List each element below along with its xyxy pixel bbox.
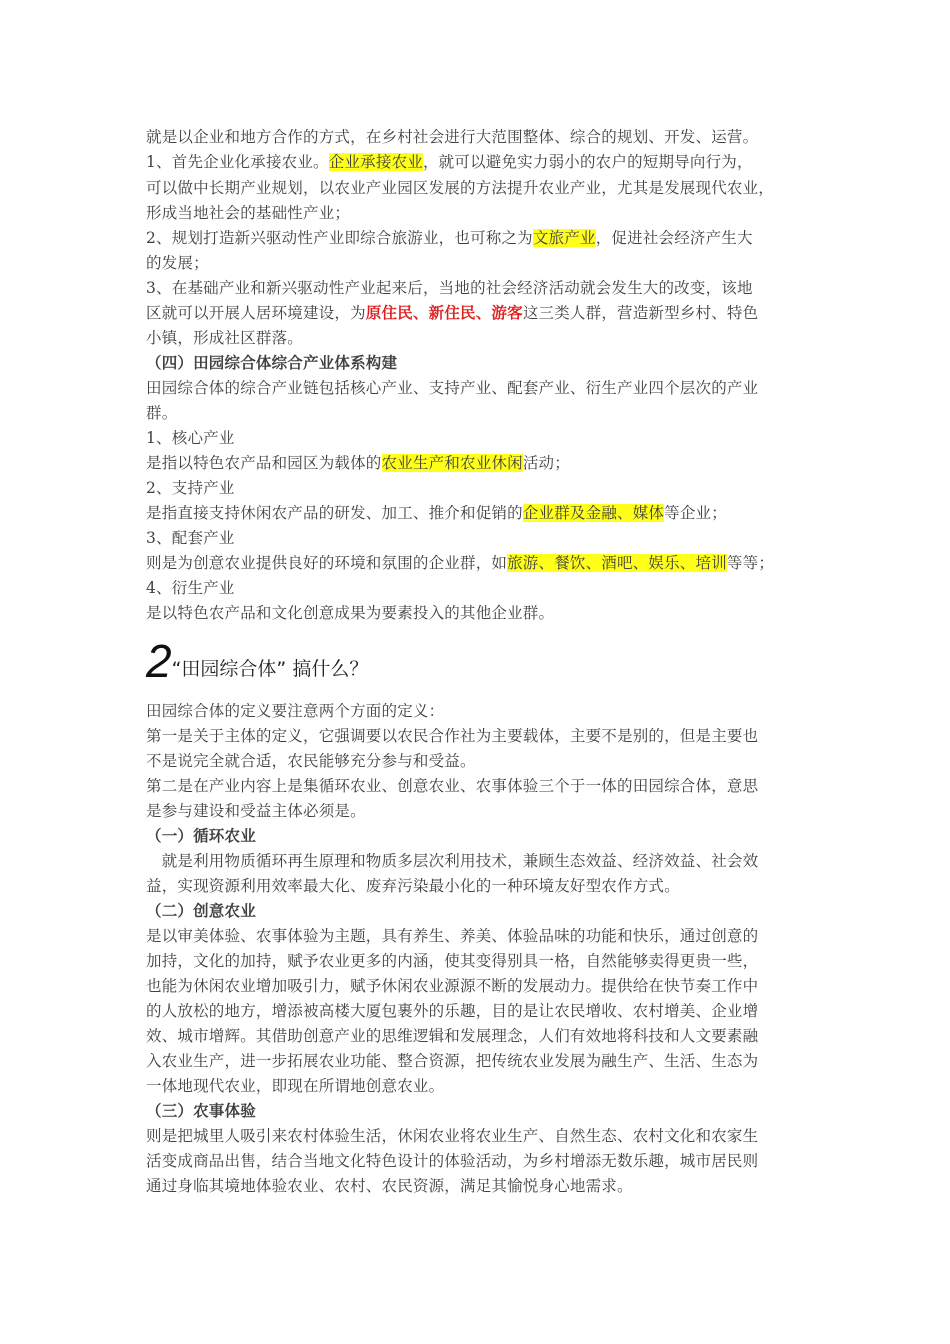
- text-line: 田园综合体的综合产业链包括核心产业、支持产业、配套产业、衍生产业四个层次的产业: [146, 379, 759, 397]
- text-span: 是指以特色农产品和园区为载体的: [146, 454, 382, 472]
- text-line: 1、核心产业: [146, 429, 235, 447]
- text-line: 一体地现代农业，即现在所谓地创意农业。: [146, 1077, 445, 1095]
- text-line: 2、支持产业: [146, 479, 235, 497]
- part-title: [146, 636, 368, 686]
- part-number: 2: [146, 635, 172, 687]
- highlight: 农业生产和农业休闲: [381, 454, 523, 472]
- text-span: 则是为创意农业提供良好的环境和氛围的企业群，如: [146, 554, 508, 572]
- highlight: 旅游、餐饮、酒吧、娱乐、培训: [507, 554, 727, 572]
- text-line: 是以审美体验、农事体验为主题，具有养生、养美、体验品味的功能和快乐，通过创意的: [146, 927, 759, 945]
- text-line: [146, 302, 758, 324]
- text-line: [146, 151, 753, 173]
- text-line: 可以做中长期产业规划，以农业产业园区发展的方法提升农业产业，尤其是发展现代农业，: [146, 179, 775, 197]
- text-line: 就是利用物质循环再生原理和物质多层次利用技术，兼顾生态效益、经济效益、社会效: [146, 852, 759, 870]
- text-line: 不是说完全就合适，农民能够充分参与和受益。: [146, 752, 476, 770]
- text-line: 也能为休闲农业增加吸引力，赋予休闲农业源源不断的发展动力。提供给在快节奏工作中: [146, 977, 759, 995]
- text-line: 效、城市增辉。其借助创意产业的思维逻辑和发展理念，人们有效地将科技和人文要素融: [146, 1027, 759, 1045]
- text-line: 的人放松的地方，增添被高楼大厦包裹外的乐趣，目的是让农民增收、农村增美、企业增: [146, 1002, 759, 1020]
- text-line: 通过身临其境地体验农业、农村、农民资源，满足其愉悦身心地需求。: [146, 1177, 633, 1195]
- text-line: 4、衍生产业: [146, 579, 235, 597]
- red-emphasis: 原住民、新住民、游客: [365, 303, 523, 322]
- text-span: 等等；: [726, 554, 775, 572]
- text-line: [146, 452, 570, 474]
- text-line: 小镇，形成社区群落。: [146, 329, 304, 347]
- text-line: [146, 552, 774, 574]
- text-line: 是以特色农产品和文化创意成果为要素投入的其他企业群。: [146, 604, 555, 622]
- highlight: 文旅产业: [532, 229, 596, 247]
- section-heading: （四）田园综合体综合产业体系构建: [146, 354, 398, 372]
- text-span: 2、规划打造新兴驱动性产业即综合旅游业，也可称之为: [146, 229, 533, 247]
- text-line: 的发展；: [146, 254, 209, 272]
- text-line: 活变成商品出售，结合当地文化特色设计的体验活动，为乡村增添无数乐趣，城市居民则: [146, 1152, 759, 1170]
- text-line: 群。: [146, 404, 178, 422]
- text-line: 第二是在产业内容上是集循环农业、创意农业、农事体验三个于一体的田园综合体，意思: [146, 777, 759, 795]
- highlight: 企业承接农业: [328, 153, 423, 171]
- text-line: 3、在基础产业和新兴驱动性产业起来后，当地的社会经济活动就会发生大的改变，该地: [146, 279, 753, 297]
- section-heading: （一）循环农业: [146, 827, 256, 845]
- text-span: 1、首先企业化承接农业。: [146, 153, 329, 171]
- text-line: 入农业生产，进一步拓展农业功能、整合资源，把传统农业发展为融生产、生活、生态为: [146, 1052, 759, 1070]
- text-span: 区就可以开展人居环境建设，为: [146, 304, 366, 322]
- text-line: 田园综合体的定义要注意两个方面的定义：: [146, 702, 445, 720]
- text-span: 这三类人群，营造新型乡村、特色: [522, 304, 759, 322]
- text-line: 就是以企业和地方合作的方式，在乡村社会进行大范围整体、综合的规划、开发、运营。: [146, 128, 759, 146]
- text-line: 是参与建设和受益主体必须是。: [146, 802, 366, 820]
- text-line: [146, 227, 753, 249]
- text-span: ，促进社会经济产生大: [595, 229, 753, 247]
- text-line: 益，实现资源利用效率最大化、废弃污染最小化的一种环境友好型农作方式。: [146, 877, 680, 895]
- text-line: 加持，文化的加持，赋予农业更多的内涵，使其变得别具一格，自然能够卖得更贵一些，: [146, 952, 759, 970]
- text-span: ，就可以避免实力弱小的农户的短期导向行为，: [422, 153, 753, 171]
- section-heading: （二）创意农业: [146, 902, 256, 920]
- text-line: 3、配套产业: [146, 529, 235, 547]
- part-heading: “田园综合体” 搞什么？: [171, 658, 369, 680]
- text-line: 第一是关于主体的定义，它强调要以农民合作社为主要载体，主要不是别的，但是主要也: [146, 727, 759, 745]
- text-span: 是指直接支持休闲农产品的研发、加工、推介和促销的: [146, 504, 523, 522]
- highlight: 企业群及金融、媒体: [522, 504, 665, 522]
- text-line: 则是把城里人吸引来农村体验生活，休闲农业将农业生产、自然生态、农村文化和农家生: [146, 1127, 759, 1145]
- text-span: 活动；: [522, 454, 570, 472]
- section-heading: （三）农事体验: [146, 1102, 256, 1120]
- text-line: 形成当地社会的基础性产业；: [146, 204, 351, 222]
- text-line: [146, 502, 727, 524]
- text-span: 等企业；: [664, 504, 727, 522]
